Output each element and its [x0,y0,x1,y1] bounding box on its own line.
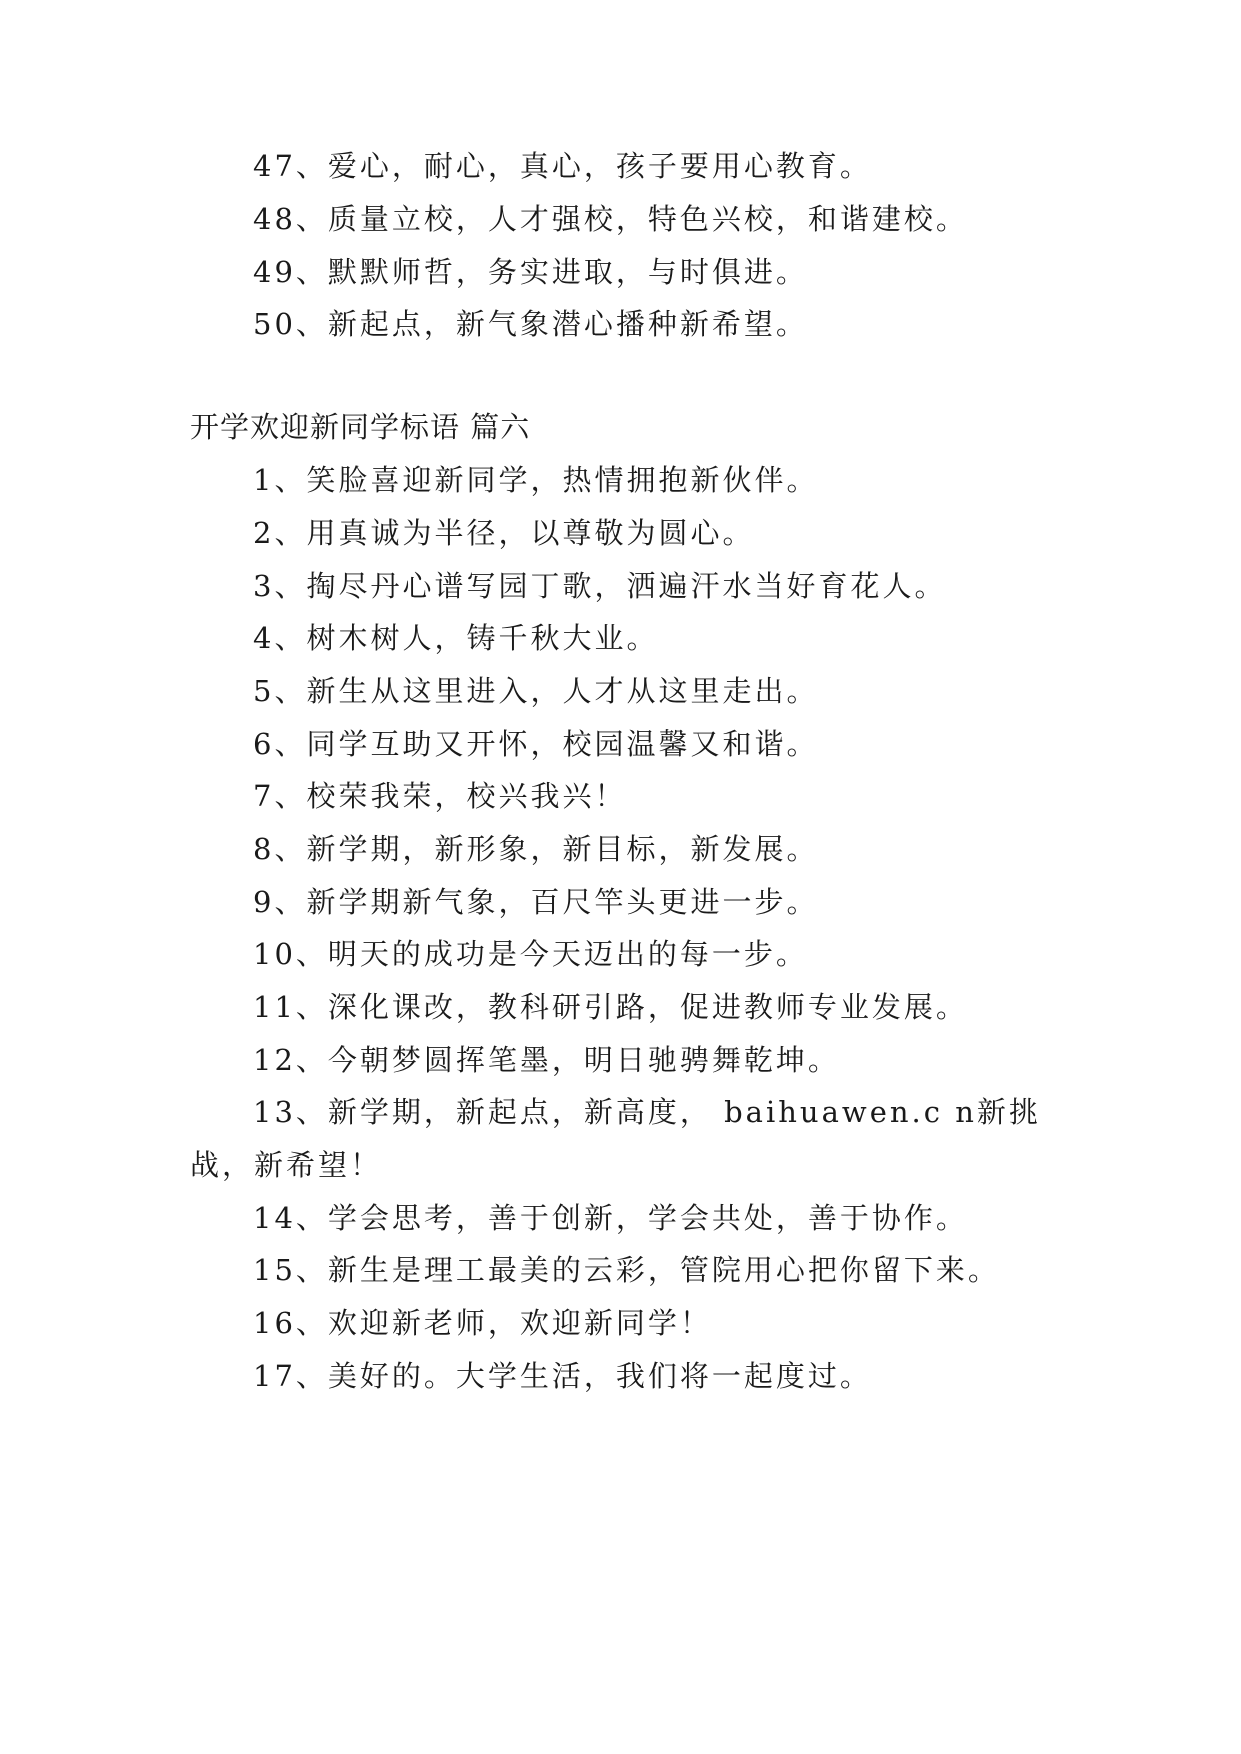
slogan-item-17: 17、美好的。大学生活，我们将一起度过。 [253,1359,872,1393]
slogan-item-13-continued: 战，新希望！ [190,1148,383,1182]
slogan-item-10: 10、明天的成功是今天迈出的每一步。 [253,937,808,971]
slogan-item-8: 8、新学期，新形象，新目标，新发展。 [253,832,819,866]
slogan-item-2: 2、用真诚为半径，以尊敬为圆心。 [253,516,755,550]
slogan-item-13: 13、新学期，新起点，新高度， baihuawen.c n新挑 [253,1095,1041,1129]
slogan-item-15: 15、新生是理工最美的云彩，管院用心把你留下来。 [253,1253,1000,1287]
slogan-item-4: 4、树木树人，铸千秋大业。 [253,621,659,655]
slogan-item-5: 5、新生从这里进入，人才从这里走出。 [253,674,819,708]
slogan-item-16: 16、欢迎新老师，欢迎新同学！ [253,1306,712,1340]
slogan-item-14: 14、学会思考，善于创新，学会共处，善于协作。 [253,1201,968,1235]
slogan-item-7: 7、校荣我荣，校兴我兴！ [253,779,627,813]
slogan-item-6: 6、同学互助又开怀，校园温馨又和谐。 [253,727,819,761]
slogan-item-48: 48、质量立校，人才强校，特色兴校，和谐建校。 [253,202,968,236]
slogan-item-12: 12、今朝梦圆挥笔墨，明日驰骋舞乾坤。 [253,1043,840,1077]
section-title: 开学欢迎新同学标语 篇六 [190,410,531,444]
slogan-item-47: 47、爱心，耐心，真心，孩子要用心教育。 [253,149,872,183]
slogan-item-49: 49、默默师哲，务实进取，与时俱进。 [253,255,808,289]
slogan-item-1: 1、笑脸喜迎新同学，热情拥抱新伙伴。 [253,463,819,497]
slogan-item-11: 11、深化课改，教科研引路，促进教师专业发展。 [253,990,968,1024]
slogan-item-9: 9、新学期新气象，百尺竿头更进一步。 [253,885,819,919]
slogan-item-3: 3、掏尽丹心谱写园丁歌，洒遍汗水当好育花人。 [253,569,947,603]
slogan-item-50: 50、新起点，新气象潜心播种新希望。 [253,307,808,341]
